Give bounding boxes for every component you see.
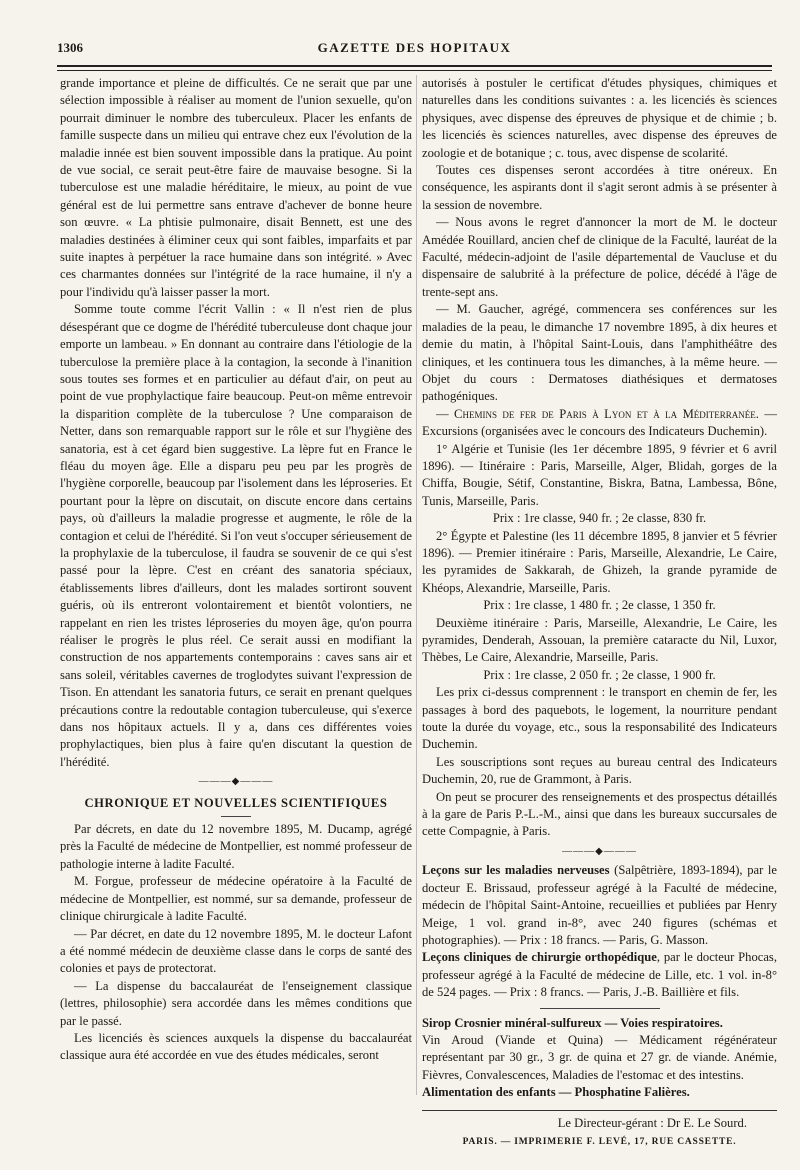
divider: [540, 1008, 660, 1009]
news-item: — La dispense du baccalauréat de l'enseignement classique (lettres, philosophie) sera accordée dans les mêmes conditions que par le passé.: [60, 978, 412, 1028]
book-details: , par le docteur Phocas, professeur agrégé à la Faculté de médecine de Lille, etc. 1 vol. in-8° de 524 pages. — Prix : 8 francs. — Paris, J.-B. Baillière et fils.: [422, 950, 777, 1000]
excursion-item: Deuxième itinéraire : Paris, Marseille, Alexandrie, Le Caire, les pyramides, Denderah, Assouan, la première cataracte du Nil, Luxor, Thèbes, Le Caire, Alexandrie, Marseille, Paris.: [422, 615, 777, 665]
book-title: Leçons cliniques de chirurgie orthopédique: [422, 950, 657, 965]
footer-rule: [422, 1110, 777, 1111]
header-rule: [57, 65, 772, 71]
page-header: [57, 40, 772, 60]
news-item: — M. Gaucher, agrégé, commencera ses conférences sur les maladies de la peau, le dimanche 17 novembre 1895, à dix heures et demie du matin, à l'hôpital Saint-Louis, dans l'amphithéâtre des cliniques, et les continuera tous les dimanches, à la même heure. — Objet du cours : Dermatoses diathésiques et dermatoses pathogéniques.: [422, 302, 777, 404]
advertisement: Alimentation des enfants — Phosphatine Falières.: [422, 1085, 690, 1100]
railway-intro: — Excursions (organisées avec le concours des Indicateurs Duchemin).: [422, 406, 777, 439]
railway-title: — Chemins de fer de Paris à Lyon et à la Méditerranée.: [436, 406, 759, 421]
price-line: Prix : 1re classe, 940 fr. ; 2e classe, 830 fr.: [492, 511, 707, 526]
railway-notice: [422, 406, 777, 441]
book-notice: [422, 862, 777, 949]
page-number: 1306: [57, 40, 83, 55]
section-title: CHRONIQUE ET NOUVELLES SCIENTIFIQUES: [84, 795, 388, 810]
price-line: Prix : 1re classe, 1 480 fr. ; 2e classe, 1 350 fr.: [483, 598, 716, 613]
news-item: Par décrets, en date du 12 novembre 1895, M. Ducamp, agrégé près la Faculté de médecine de Montpellier, est nommé professeur de pathologie interne à ladite Faculté.: [60, 822, 412, 871]
book-details: (Salpêtrière, 1893-1894), par le docteur E. Brissaud, professeur agrégé à la Faculté de médecine, médecin de l'hôpital Saint-Antoine, recueillies et publiées par Henry Meige, 1 vol. grand in-8°, avec 240 figures (schémas et photographies). — Prix : 18 francs. — Paris, G. Masson.: [422, 863, 777, 947]
right-column: [422, 75, 777, 1151]
body-paragraph: Somme toute comme l'écrit Vallin : « Il n'est rien de plus désespérant que ce dogme de l'hérédité tuberculeuse dont chaque jour emporte un lambeau. » En donnant au contraire dans l'étiologie de la tuberculose la première place à la contagion, la seconde à l'inanition sous toutes ses formes et en particulier au défaut d'air, on peut au point de vue prophylactique faire beaucoup. Peut-on même entrevoir la disparition complète de la tuberculose ? Une comparaison de Netter, dans son remarquable rapport sur le rôle et sur l'hygiène des sanatoria, est à cet égard bien suggestive. La lèpre fut en France le fléau du moyen âge. Elle a disparu peu peu par les progrès de l'hygiène corporelle, beaucoup par l'isolement dans les léproseries. Et pourtant pour la lèpre on discutait, on discute encore dans certains pays, où d'ailleurs la maladie progresse et augmente, le rôle de la contagion et celui de l'hérédité. Si l'on veut s'occuper sérieusement de la prophylaxie de la tuberculose, il faudra se souvenir de ce qui s'est passé pour la lèpre. C'est en créant des sanatoria spéciaux, établissements libres d'ailleurs, dont les malades sortiront souvent guéris, où ils entreront volontairement et bientôt volontiers, ne rappelant en rien les tristes léproseries du moyen âge, qu'on pourra réaliser le progrès le plus réel. Ce serait aussi en modifiant la construction de nos appartements contemporains : caves sans air et sans soleil, véritables cavernes de troglodytes suivant l'expression de Tison. En attendant les sanatoria futurs, ce serait en prenant quelques précautions contre la redoutable contagion tuberculeuse, qui s'exerce dans nos hôpitaux actuels. Il y a, dans ces différentes voies prophylactiques, bien plus à faire qu'en discutant la question de l'hérédité.: [60, 302, 412, 769]
advertisement: Sirop Crosnier minéral-sulfureux — Voies respiratoires.: [422, 1015, 723, 1030]
news-item: On peut se procurer des renseignements et des prospectus détaillés à la gare de Paris P.-L.-M., ainsi que dans les bureaux succursales de cette Compagnie, à Paris.: [422, 789, 777, 839]
divider: [221, 816, 251, 817]
printer-imprint: PARIS. — IMPRIMERIE F. LEVÉ, 17, RUE CASSETTE.: [462, 1136, 737, 1147]
news-item: M. Forgue, professeur de médecine opératoire à la Faculté de médecine de Montpellier, est nommé, sur sa demande, professeur de clinique chirurgicale à ladite Faculté.: [60, 874, 412, 924]
left-column: [60, 75, 412, 1065]
book-title: Leçons sur les maladies nerveuses: [422, 863, 610, 878]
body-paragraph: grande importance et pleine de difficultés. Ce ne serait que par une sélection impossible à réaliser au moment de l'union sexuelle, qu'on pourrait diminuer le nombre des tuberculeux. Placer les enfants de famille suspecte dans un milieu qui entrave chez eux l'évolution de la maladie innée est bien souvent impossible dans la pratique. Au point de vue social, ce serait peut-être faire de mauvaise besogne. Si la tuberculose est une maladie héréditaire, le mieux, au point de vue général est de lui permettre sans entrave d'achever de bonne heure son œuvre. « La phtisie pulmonaire, disait Bennett, est une des maladies destinées à éliminer ceux qui sont faibles, imparfaits et par suite inaptes à perpétuer la race humaine dans son intégrité. » Avec ces charmantes données sur l'intégrité de la race humaine, il n'y a pour l'individu qu'à laisser passer la mort.: [60, 76, 412, 299]
director-signature: Le Directeur-gérant : Dr E. Le Sourd.: [557, 1115, 747, 1130]
news-item: Les souscriptions sont reçues au bureau central des Indicateurs Duchemin, 20, rue de Grammont, à Paris.: [422, 754, 777, 787]
news-item: — Par décret, en date du 12 novembre 1895, M. le docteur Lafont a été nommé médecin de deuxième classe dans le corps de santé des colonies et pays de protectorat.: [60, 926, 412, 976]
advertisement: Vin Aroud (Viande et Quina) — Médicament régénérateur représentant par 30 gr., 3 gr. de quina et 27 gr. de viande. Anémie, Fièvres, Convalescences, Maladies de l'estomac et des intestins.: [422, 1032, 777, 1082]
journal-title: GAZETTE DES HOPITAUX: [317, 40, 512, 55]
news-item: Les licenciés ès sciences auxquels la dispense du baccalauréat classique aura été accordée en vue des études médicales, seront: [60, 1030, 412, 1063]
excursion-item: 1° Algérie et Tunisie (les 1er décembre 1895, 9 février et 6 avril 1896). — Itinéraire : Paris, Marseille, Alger, Blidah, gorges de la Chiffa, Bougie, Sétif, Constantine, Biskra, Batna, Lambessa, Bône, Tunis, Marseille, Paris.: [422, 441, 777, 508]
news-item: autorisés à postuler le certificat d'études physiques, chimiques et naturelles dans les conditions suivantes : a. les licenciés ès sciences physiques, avec dispense des épreuves de physique et de chimie ; b. les licenciés ès sciences naturelles, avec dispense des épreuves de zoologie et de botanique ; c. tous, avec dispense de scolarité.: [422, 76, 777, 160]
excursion-item: 2° Égypte et Palestine (les 11 décembre 1895, 8 janvier et 5 février 1896). — Premier itinéraire : Paris, Marseille, Alexandrie, Le Caire, les pyramides de Sakkarah, de Ghizeh, la grande pyramide de Khéops, Alexandrie, Marseille, Paris.: [422, 528, 777, 595]
ornament-divider: ———◆———: [562, 845, 637, 857]
ornament-divider: ———◆———: [198, 776, 274, 788]
column-divider: [416, 75, 417, 1095]
book-notice: [422, 949, 777, 1001]
price-line: Prix : 1re classe, 2 050 fr. ; 2e classe, 1 900 fr.: [483, 667, 716, 682]
news-item: Toutes ces dispenses seront accordées à titre onéreux. En conséquence, les aspirants dont il s'agit seront admis à se présenter à la session de novembre.: [422, 163, 777, 212]
news-item: Les prix ci-dessus comprennent : le transport en chemin de fer, les passages à bord des paquebots, le logement, la nourriture pendant toute la durée du voyage, etc., sous la responsabilité des Indicateurs Duchemin.: [422, 685, 777, 752]
news-item: — Nous avons le regret d'annoncer la mort de M. le docteur Amédée Rouillard, ancien chef de clinique de la Faculté, lauréat de la Faculté, médecin-adjoint de l'asile départemental de Vaucluse et du dispensaire de salubrité à la préfecture de police, décédé à l'âge de trente-sept ans.: [422, 215, 777, 299]
